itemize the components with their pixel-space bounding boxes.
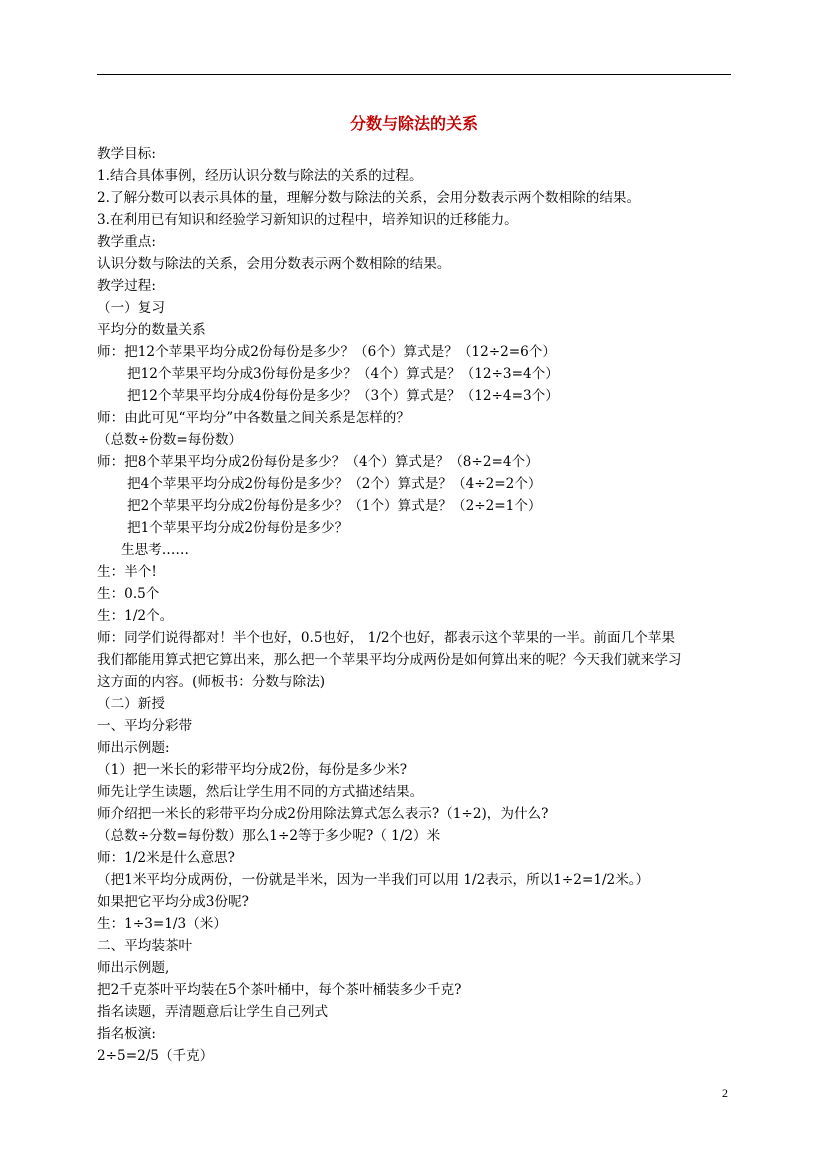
text-line: 教学重点: bbox=[97, 234, 156, 250]
text-line: 指名读题，弄清题意后让学生自己列式 bbox=[97, 1004, 329, 1020]
text-line: （一）复习 bbox=[97, 300, 165, 316]
text-line: 如果把它平均分成3份呢? bbox=[97, 894, 249, 910]
text-line: 师：同学们说得都对！半个也好，0.5也好， 1/2个也好，都表示这个苹果的一半。前面几个苹果 bbox=[97, 630, 675, 646]
text-line: 把2个苹果平均分成2份每份是多少？（1个）算式是？（2÷2=1个） bbox=[127, 498, 542, 514]
text-line: 师出示例题, bbox=[97, 960, 170, 976]
text-line: 把2千克茶叶平均装在5个茶叶桶中，每个茶叶桶装多少千克? bbox=[97, 982, 462, 998]
text-line: 生：1/2个。 bbox=[97, 608, 174, 624]
document-body bbox=[97, 143, 737, 1067]
header-rule bbox=[97, 74, 731, 75]
text-line: 把1个苹果平均分成2份每份是多少？ bbox=[127, 520, 349, 536]
text-line: 二、平均装茶叶 bbox=[97, 938, 193, 954]
text-line: 生：1÷3=1/3（米） bbox=[97, 916, 227, 932]
text-line: 教学目标: bbox=[97, 146, 156, 162]
text-line: 2÷5=2/5（千克） bbox=[97, 1048, 214, 1064]
text-line: 生：半个! bbox=[97, 564, 157, 580]
text-line: （二）新授 bbox=[97, 696, 165, 712]
text-line: 师出示例题: bbox=[97, 740, 170, 756]
text-line: 把4个苹果平均分成2份每份是多少？（2个）算式是？（4÷2=2个） bbox=[127, 476, 542, 492]
text-line: 师：把12个苹果平均分成2份每份是多少？（6个）算式是？（12÷2=6个） bbox=[97, 344, 556, 360]
text-line: （把1米平均分成两份，一份就是半米，因为一半我们可以用 1/2表示，所以1÷2=1/2米。） bbox=[97, 872, 650, 888]
document-title: 分数与除法的关系 bbox=[349, 114, 478, 133]
text-line: 这方面的内容。(师板书：分数与除法) bbox=[97, 674, 326, 690]
text-line: 生思考…… bbox=[121, 542, 189, 558]
text-line: 生：0.5个 bbox=[97, 586, 160, 602]
text-line: 教学过程: bbox=[97, 278, 156, 294]
text-line: 指名板演: bbox=[97, 1026, 156, 1042]
text-line: 一、平均分彩带 bbox=[97, 718, 193, 734]
text-line: （总数÷份数=每份数） bbox=[97, 432, 243, 448]
text-line: 认识分数与除法的关系，会用分数表示两个数相除的结果。 bbox=[97, 256, 451, 272]
text-line: 师：1/2米是什么意思? bbox=[97, 850, 235, 866]
text-line: 师介绍把一米长的彩带平均分成2份用除法算式怎么表示?（1÷2)，为什么? bbox=[97, 806, 549, 822]
text-line: （总数÷分数=每份数）那么1÷2等于多少呢?（ 1/2）米 bbox=[97, 828, 441, 844]
text-line: 把12个苹果平均分成4份每份是多少？（3个）算式是？（12÷4=3个） bbox=[127, 388, 559, 404]
text-line: 把12个苹果平均分成3份每份是多少？（4个）算式是？（12÷3=4个） bbox=[127, 366, 559, 382]
text-line: 3.在利用已有知识和经验学习新知识的过程中，培养知识的迁移能力。 bbox=[97, 212, 518, 228]
text-line: 师：由此可见“平均分”中各数量之间关系是怎样的？ bbox=[97, 410, 410, 426]
text-line: 2.了解分数可以表示具体的量，理解分数与除法的关系，会用分数表示两个数相除的结果。 bbox=[97, 190, 641, 206]
text-line: 1.结合具体事例，经历认识分数与除法的关系的过程。 bbox=[97, 168, 423, 184]
text-line: 平均分的数量关系 bbox=[97, 322, 206, 338]
text-line: 师：把8个苹果平均分成2份每份是多少？（4个）算式是？（8÷2=4个） bbox=[97, 454, 539, 470]
page-number: 2 bbox=[722, 1086, 728, 1100]
text-line: 我们都能用算式把它算出来，那么把一个苹果平均分成两份是如何算出来的呢？今天我们就来学习 bbox=[97, 652, 682, 668]
text-line: （1）把一米长的彩带平均分成2份，每份是多少米? bbox=[97, 762, 408, 778]
text-line: 师先让学生读题，然后让学生用不同的方式描述结果。 bbox=[97, 784, 424, 800]
